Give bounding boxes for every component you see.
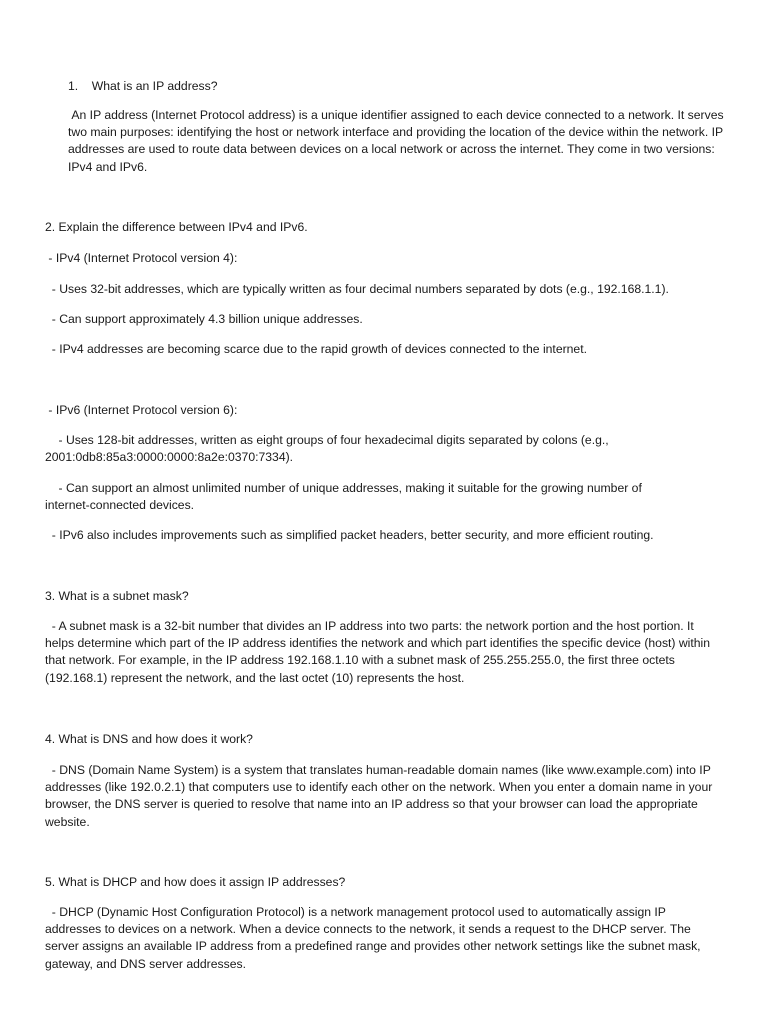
q3-answer: - A subnet mask is a 32-bit number that divides an IP address into two parts: the network portion and the host portion. It helps determine which part of the IP address identifies the network and which part identifies the specific device (host) within that network. For example, in the IP address 192.168.1.10 with a subnet mask of 255.255.255.0, the first three octets (192.168.1) represent the network, and the last octet (10) represents the host.: [45, 619, 714, 685]
q5-answer: - DHCP (Dynamic Host Configuration Protocol) is a network management protocol used to automatically assign IP addresses to devices on a network. When a device connects to the network, it sends a request to the DHCP server. The server assigns an available IP address from a predefined range and provides other network settings like the subnet mask, gateway, and DNS server addresses.: [45, 905, 704, 971]
ipv6-point: - Uses 128-bit addresses, written as eight groups of four hexadecimal digits separated by colons (e.g., 2001:0db8:85a3:0000:0000:8a2e:0370:7334).: [45, 433, 613, 465]
q2-question: 2. Explain the difference between IPv4 and IPv6.: [45, 220, 308, 234]
q5-question: 5. What is DHCP and how does it assign IP addresses?: [45, 875, 346, 889]
q3-question: 3. What is a subnet mask?: [45, 589, 189, 603]
q4-question: 4. What is DNS and how does it work?: [45, 732, 253, 746]
ipv6-point: - Can support an almost unlimited number of unique addresses, making it suitable for the growing number of internet-connected devices.: [45, 481, 646, 513]
ipv6-heading: - IPv6 (Internet Protocol version 6):: [45, 403, 238, 417]
q4-answer: - DNS (Domain Name System) is a system that translates human-readable domain names (like www.example.com) into IP addresses (like 192.0.2.1) that computers use to identify each other on the network. When you enter a domain name in your browser, the DNS server is queried to resolve that name into an IP address so that your browser can load the appropriate website.: [45, 763, 716, 829]
ipv6-point: - IPv6 also includes improvements such as simplified packet headers, better security, and more efficient routing.: [45, 528, 654, 542]
ipv4-point: - Can support approximately 4.3 billion unique addresses.: [45, 312, 363, 326]
q1-number: 1.: [68, 79, 79, 93]
q1-answer: An IP address (Internet Protocol address) is a unique identifier assigned to each device connected to a network. It serves two main purposes: identifying the host or network interface and providing the location of the device within the network. IP addresses are used to route data between devices on a local network or across the internet. They come in two versions: IPv4 and IPv6.: [68, 108, 727, 174]
q1-heading: [68, 78, 218, 95]
ipv4-point: - Uses 32-bit addresses, which are typically written as four decimal numbers separated by dots (e.g., 192.168.1.1).: [45, 282, 669, 296]
ipv4-heading: - IPv4 (Internet Protocol version 4):: [45, 251, 238, 265]
ipv4-point: - IPv4 addresses are becoming scarce due to the rapid growth of devices connected to the internet.: [45, 342, 587, 356]
q1-question: What is an IP address?: [91, 79, 218, 93]
